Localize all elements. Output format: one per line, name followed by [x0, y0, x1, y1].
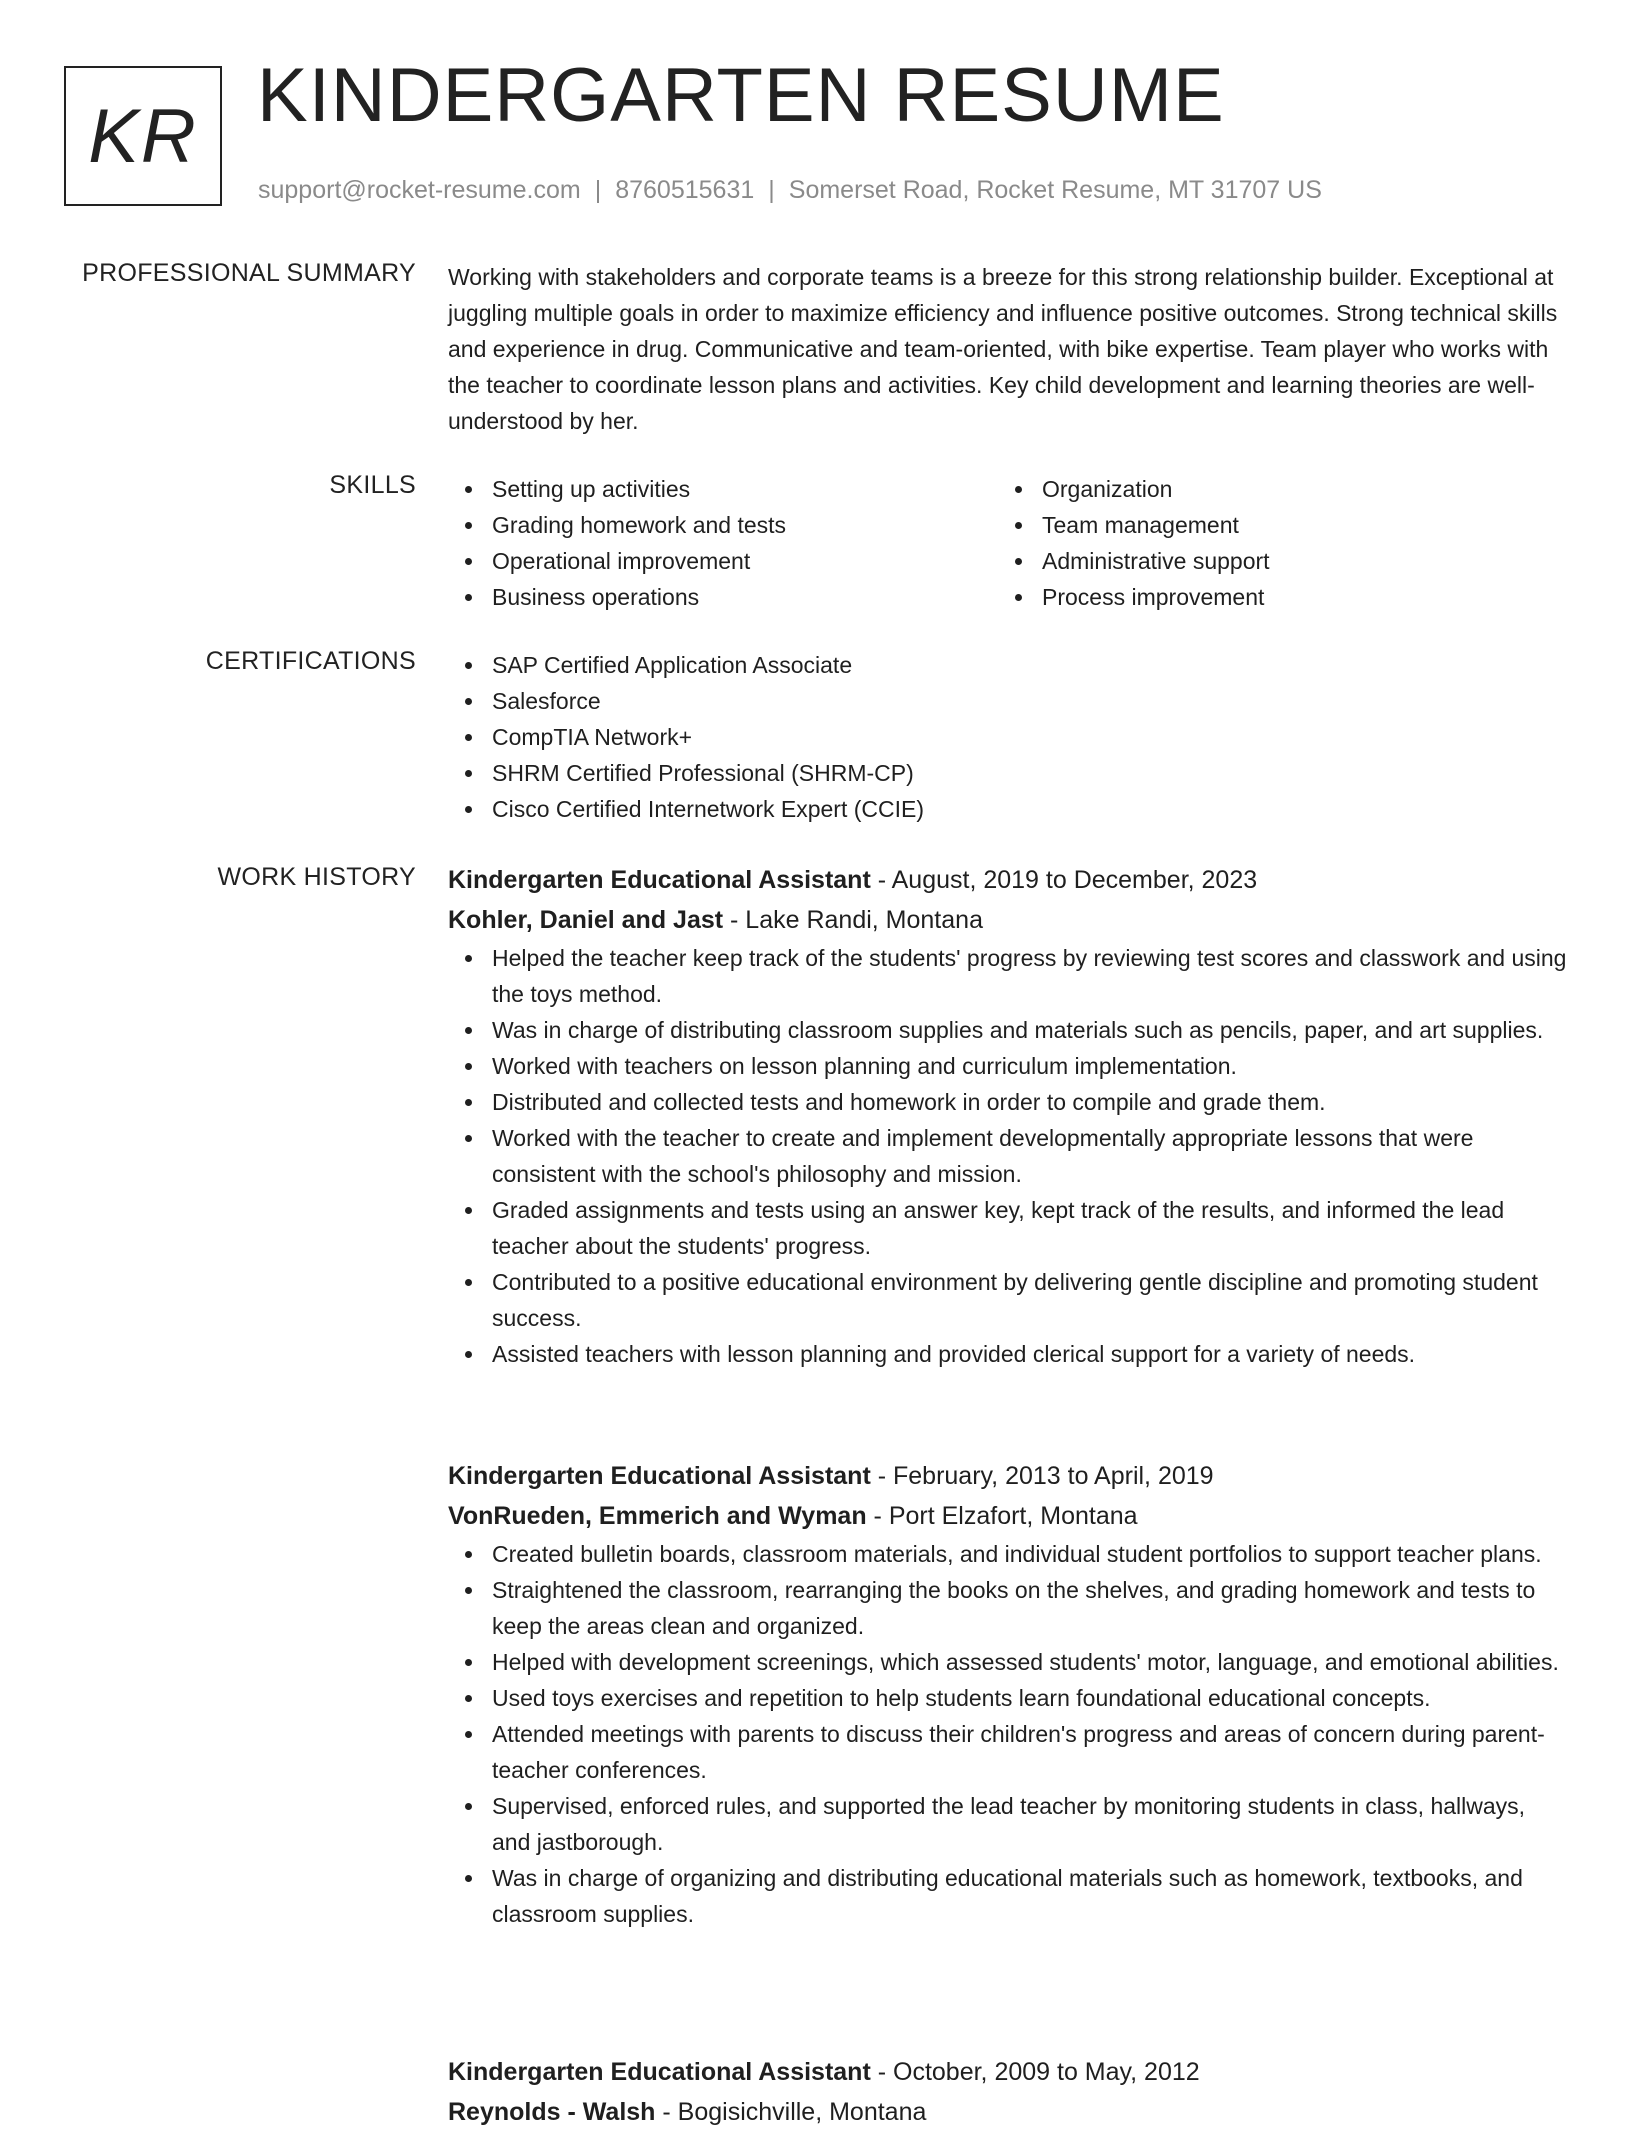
job-dates: - August, 2019 to December, 2023 — [870, 866, 1258, 894]
contact-separator: | — [768, 176, 775, 204]
skill-item: Grading homework and tests — [448, 507, 998, 543]
contact-address: Somerset Road, Rocket Resume, MT 31707 US — [788, 176, 1322, 204]
section-label-summary: PROFESSIONAL SUMMARY — [82, 259, 416, 287]
job-bullet: Helped with development screenings, which assessed students' motor, language, and emotional abilities. — [448, 1644, 1568, 1680]
certifications-section — [448, 647, 1568, 827]
job-bullet: Graded assignments and tests using an answer key, kept track of the results, and informed the lead teacher about the students' progress. — [448, 1192, 1568, 1264]
job-entry — [448, 860, 1568, 1372]
certification-item: SHRM Certified Professional (SHRM-CP) — [448, 755, 1568, 791]
skill-item: Team management — [998, 507, 1548, 543]
job-location: - Bogisichville, Montana — [655, 2098, 927, 2126]
job-dates: - February, 2013 to April, 2019 — [870, 1462, 1214, 1490]
job-bullet: Assisted teachers with lesson planning and provided clerical support for a variety of needs. — [448, 1336, 1568, 1372]
job-bullet: Worked with teachers on lesson planning and curriculum implementation. — [448, 1048, 1568, 1084]
skill-item: Organization — [998, 471, 1548, 507]
job-company-line — [448, 2092, 1568, 2132]
skills-list — [448, 471, 1568, 615]
job-location: - Port Elzafort, Montana — [866, 1502, 1138, 1530]
job-title: Kindergarten Educational Assistant — [448, 2058, 871, 2086]
summary-text: Working with stakeholders and corporate teams is a breeze for this strong relationship builder. Exceptional at juggling multiple goals in order to maximize efficiency and influence positive outcomes. Strong technical skills and experience in drug. Communicative and team-oriented, with bike expertise. Team player who works with the teacher to coordinate lesson plans and activities. Key child development and learning theories are well-understood by her. — [448, 264, 1558, 434]
job-entry — [448, 2052, 1568, 2132]
certification-item: Cisco Certified Internetwork Expert (CCIE) — [448, 791, 1568, 827]
job-company: Reynolds - Walsh — [448, 2098, 656, 2126]
certification-item: CompTIA Network+ — [448, 719, 1568, 755]
job-bullet: Supervised, enforced rules, and supported the lead teacher by monitoring students in class, hallways, and jastborough. — [448, 1788, 1568, 1860]
job-bullet: Distributed and collected tests and homework in order to compile and grade them. — [448, 1084, 1568, 1120]
skill-item: Operational improvement — [448, 543, 998, 579]
job-title-line — [448, 860, 1568, 900]
skill-item: Administrative support — [998, 543, 1548, 579]
contact-phone: 8760515631 — [615, 176, 755, 204]
job-bullet: Helped the teacher keep track of the students' progress by reviewing test scores and classwork and using the toys method. — [448, 940, 1568, 1012]
summary-section — [448, 259, 1568, 439]
job-company-line — [448, 900, 1568, 940]
job-company-line — [448, 1496, 1568, 1536]
section-label-work-history: WORK HISTORY — [217, 863, 416, 891]
job-bullet: Worked with the teacher to create and implement developmentally appropriate lessons that were consistent with the school's philosophy and mission. — [448, 1120, 1568, 1192]
job-bullets — [448, 940, 1568, 1372]
resume-title: KINDERGARTEN RESUME — [257, 53, 1225, 138]
job-bullet: Was in charge of distributing classroom supplies and materials such as pencils, paper, and art supplies. — [448, 1012, 1568, 1048]
job-bullet: Used toys exercises and repetition to help students learn foundational educational concepts. — [448, 1680, 1568, 1716]
certifications-list — [448, 647, 1568, 827]
skills-column-left — [448, 471, 998, 615]
contact-email: support@rocket-resume.com — [258, 176, 581, 204]
job-location: - Lake Randi, Montana — [723, 906, 983, 934]
job-bullet: Created bulletin boards, classroom materials, and individual student portfolios to support teacher plans. — [448, 1536, 1568, 1572]
job-dates: - October, 2009 to May, 2012 — [870, 2058, 1200, 2086]
skill-item: Business operations — [448, 579, 998, 615]
job-bullet: Straightened the classroom, rearranging the books on the shelves, and grading homework and tests to keep the areas clean and organized. — [448, 1572, 1568, 1644]
job-title: Kindergarten Educational Assistant — [448, 1462, 871, 1490]
certification-item: Salesforce — [448, 683, 1568, 719]
job-company: VonRueden, Emmerich and Wyman — [448, 1502, 867, 1530]
certification-item: SAP Certified Application Associate — [448, 647, 1568, 683]
skills-column-right — [998, 471, 1548, 615]
contact-line — [258, 176, 1322, 205]
job-bullet: Attended meetings with parents to discuss their children's progress and areas of concern during parent-teacher conferences. — [448, 1716, 1568, 1788]
job-title: Kindergarten Educational Assistant — [448, 866, 871, 894]
job-title-line — [448, 2052, 1568, 2092]
section-label-skills: SKILLS — [329, 471, 416, 499]
job-bullet: Was in charge of organizing and distributing educational materials such as homework, textbooks, and classroom supplies. — [448, 1860, 1568, 1932]
section-label-certifications: CERTIFICATIONS — [205, 647, 416, 675]
skill-item: Process improvement — [998, 579, 1548, 615]
initials-monogram: KR — [64, 66, 222, 206]
job-title-line — [448, 1456, 1568, 1496]
job-entry — [448, 1456, 1568, 1932]
job-company: Kohler, Daniel and Jast — [448, 906, 724, 934]
job-bullets — [448, 1536, 1568, 1932]
job-bullet: Contributed to a positive educational environment by delivering gentle discipline and promoting student success. — [448, 1264, 1568, 1336]
skill-item: Setting up activities — [448, 471, 998, 507]
contact-separator: | — [594, 176, 602, 204]
